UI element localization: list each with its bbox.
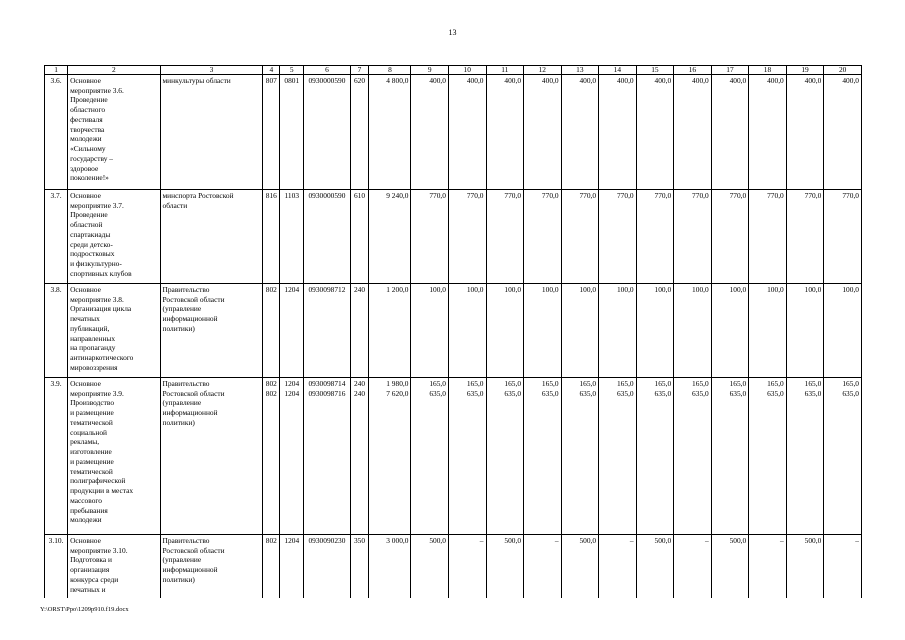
year-amount-value: 635,0 bbox=[654, 388, 672, 398]
program-activities-table bbox=[44, 65, 862, 598]
year-amount-value: 165,0 bbox=[541, 378, 559, 388]
total-amount-value: 7 620,0 bbox=[386, 388, 409, 398]
grbs-code bbox=[263, 283, 280, 377]
year-amount bbox=[749, 534, 787, 598]
target-article bbox=[304, 283, 350, 377]
grbs-code-value: 802 bbox=[265, 284, 277, 294]
year-amount-value: 770,0 bbox=[804, 190, 822, 200]
header-row bbox=[45, 66, 862, 75]
year-amount-value: 100,0 bbox=[541, 284, 559, 294]
year-amount-value: 165,0 bbox=[842, 378, 859, 388]
year-amount bbox=[411, 74, 449, 189]
year-amount-value: 165,0 bbox=[579, 378, 597, 388]
year-amount-value: 400,0 bbox=[504, 75, 522, 85]
year-amount bbox=[711, 74, 749, 189]
year-amount bbox=[786, 283, 824, 377]
grbs-code-value: 802 bbox=[265, 535, 277, 545]
column-header: 9 bbox=[411, 66, 449, 75]
expense-type-value: 350 bbox=[353, 535, 366, 545]
year-amount-value: – bbox=[704, 535, 709, 545]
expense-type-value: 240 bbox=[353, 284, 366, 294]
year-amount bbox=[411, 283, 449, 377]
section-code bbox=[280, 377, 304, 534]
year-amount bbox=[524, 74, 562, 189]
year-amount-value: 770,0 bbox=[616, 190, 634, 200]
column-header: 14 bbox=[599, 66, 637, 75]
year-amount-value: 500,0 bbox=[504, 535, 522, 545]
year-amount bbox=[786, 377, 824, 534]
year-amount-value: 635,0 bbox=[579, 388, 597, 398]
column-header: 4 bbox=[263, 66, 280, 75]
year-amount bbox=[786, 74, 824, 189]
year-amount-value: – bbox=[855, 535, 859, 545]
column-header: 11 bbox=[486, 66, 524, 75]
year-amount bbox=[599, 74, 637, 189]
grbs-code-value: 807 bbox=[265, 75, 277, 85]
year-amount-value: 165,0 bbox=[767, 378, 784, 388]
executor: минкультуры области bbox=[160, 74, 263, 189]
year-amount bbox=[448, 377, 486, 534]
column-header: 3 bbox=[160, 66, 263, 75]
total-amount-value: 1 200,0 bbox=[386, 284, 409, 294]
grbs-code bbox=[263, 534, 280, 598]
year-amount bbox=[599, 283, 637, 377]
year-amount-value: 635,0 bbox=[729, 388, 747, 398]
column-header: 6 bbox=[304, 66, 350, 75]
grbs-code-value: 802 bbox=[265, 378, 277, 388]
year-amount-value: 770,0 bbox=[767, 190, 784, 200]
year-amount-value: 770,0 bbox=[579, 190, 597, 200]
year-amount bbox=[824, 377, 862, 534]
total-amount-value: 3 000,0 bbox=[386, 535, 409, 545]
year-amount bbox=[561, 189, 599, 283]
grbs-code bbox=[263, 377, 280, 534]
activity-name: Основное мероприятие 3.7. Проведение областной спартакиады среди детско- подростковых и физкультурно- спортивных клубов bbox=[68, 189, 160, 283]
year-amount bbox=[824, 189, 862, 283]
year-amount bbox=[524, 377, 562, 534]
table-row bbox=[45, 377, 862, 534]
section-code-value: 1103 bbox=[284, 190, 300, 200]
year-amount-value: 100,0 bbox=[429, 284, 446, 294]
year-amount-value: 635,0 bbox=[429, 388, 446, 398]
year-amount bbox=[711, 377, 749, 534]
year-amount bbox=[411, 534, 449, 598]
year-amount-value: 635,0 bbox=[692, 388, 709, 398]
year-amount-value: 770,0 bbox=[429, 190, 446, 200]
expense-type bbox=[350, 74, 369, 189]
total-amount bbox=[369, 74, 411, 189]
year-amount bbox=[636, 377, 674, 534]
year-amount-value: 770,0 bbox=[541, 190, 559, 200]
year-amount bbox=[824, 74, 862, 189]
section-code-value: 1204 bbox=[284, 284, 300, 294]
target-article-value: 0930090230 bbox=[308, 535, 346, 545]
year-amount bbox=[711, 189, 749, 283]
year-amount bbox=[486, 377, 524, 534]
target-article-value: 0930098712 bbox=[308, 284, 346, 294]
year-amount bbox=[599, 189, 637, 283]
section-code-value: 1204 bbox=[284, 378, 300, 388]
table-row bbox=[45, 283, 862, 377]
year-amount-value: 100,0 bbox=[729, 284, 747, 294]
year-amount bbox=[786, 189, 824, 283]
year-amount-value: 165,0 bbox=[616, 378, 634, 388]
column-header: 5 bbox=[280, 66, 304, 75]
year-amount-value: 100,0 bbox=[616, 284, 634, 294]
year-amount-value: 400,0 bbox=[429, 75, 446, 85]
row-number: 3.6. bbox=[45, 74, 68, 189]
target-article-value: 0930098716 bbox=[308, 388, 346, 398]
year-amount-value: 165,0 bbox=[804, 378, 822, 388]
target-article bbox=[304, 377, 350, 534]
year-amount bbox=[448, 189, 486, 283]
year-amount-value: 165,0 bbox=[429, 378, 446, 388]
year-amount bbox=[636, 283, 674, 377]
year-amount-value: 635,0 bbox=[616, 388, 634, 398]
year-amount-value: 500,0 bbox=[429, 535, 446, 545]
column-header: 15 bbox=[636, 66, 674, 75]
year-amount bbox=[411, 189, 449, 283]
year-amount-value: 100,0 bbox=[692, 284, 709, 294]
total-amount bbox=[369, 283, 411, 377]
activity-name: Основное мероприятие 3.8. Организация цикла печатных публикаций, направленных на пропаганду антинаркотического мировоззрения bbox=[68, 283, 160, 377]
year-amount-value: 400,0 bbox=[729, 75, 747, 85]
column-header: 19 bbox=[786, 66, 824, 75]
year-amount bbox=[524, 283, 562, 377]
column-header: 17 bbox=[711, 66, 749, 75]
expense-type bbox=[350, 283, 369, 377]
executor: Правительство Ростовской области (управление информационной политики) bbox=[160, 377, 263, 534]
expense-type-value: 240 bbox=[353, 378, 366, 388]
row-number: 3.7. bbox=[45, 189, 68, 283]
year-amount bbox=[749, 377, 787, 534]
year-amount bbox=[749, 74, 787, 189]
year-amount-value: 165,0 bbox=[692, 378, 709, 388]
total-amount bbox=[369, 377, 411, 534]
section-code bbox=[280, 189, 304, 283]
year-amount bbox=[674, 283, 712, 377]
year-amount bbox=[674, 74, 712, 189]
year-amount-value: 635,0 bbox=[842, 388, 859, 398]
total-amount bbox=[369, 189, 411, 283]
year-amount bbox=[561, 74, 599, 189]
year-amount-value: 635,0 bbox=[504, 388, 522, 398]
year-amount-value: 100,0 bbox=[842, 284, 859, 294]
year-amount-value: 635,0 bbox=[804, 388, 822, 398]
column-header: 12 bbox=[524, 66, 562, 75]
page-number: 13 bbox=[448, 28, 457, 37]
column-header: 20 bbox=[824, 66, 862, 75]
expense-type-value: 620 bbox=[353, 75, 366, 85]
grbs-code-value: 802 bbox=[265, 388, 277, 398]
year-amount-value: 100,0 bbox=[579, 284, 597, 294]
table-row bbox=[45, 534, 862, 598]
file-path: Y:\ORST\Ppo\1209p910.f19.docx bbox=[40, 606, 129, 613]
year-amount-value: 770,0 bbox=[842, 190, 859, 200]
year-amount-value: 500,0 bbox=[804, 535, 822, 545]
section-code-value: 0801 bbox=[284, 75, 300, 85]
year-amount bbox=[524, 189, 562, 283]
column-header: 1 bbox=[45, 66, 68, 75]
total-amount bbox=[369, 534, 411, 598]
executor: Правительство Ростовской области (управление информационной политики) bbox=[160, 283, 263, 377]
executor: минспорта Ростовской области bbox=[160, 189, 263, 283]
table-row bbox=[45, 74, 862, 189]
column-header: 16 bbox=[674, 66, 712, 75]
year-amount-value: – bbox=[780, 535, 784, 545]
total-amount-value: 4 800,0 bbox=[386, 75, 409, 85]
grbs-code-value: 816 bbox=[265, 190, 277, 200]
year-amount bbox=[786, 534, 824, 598]
year-amount bbox=[561, 283, 599, 377]
year-amount-value: 635,0 bbox=[466, 388, 484, 398]
year-amount-value: 165,0 bbox=[654, 378, 672, 388]
year-amount-value: – bbox=[554, 535, 559, 545]
year-amount bbox=[749, 189, 787, 283]
section-code-value: 1204 bbox=[284, 535, 300, 545]
expense-type bbox=[350, 377, 369, 534]
column-header: 18 bbox=[749, 66, 787, 75]
year-amount bbox=[599, 534, 637, 598]
year-amount bbox=[636, 74, 674, 189]
row-number: 3.8. bbox=[45, 283, 68, 377]
year-amount-value: 100,0 bbox=[804, 284, 822, 294]
executor: Правительство Ростовской области (управление информационной политики) bbox=[160, 534, 263, 598]
year-amount-value: 500,0 bbox=[579, 535, 597, 545]
column-header: 13 bbox=[561, 66, 599, 75]
target-article-value: 0930000590 bbox=[308, 190, 346, 200]
section-code-value: 1204 bbox=[284, 388, 300, 398]
year-amount bbox=[411, 377, 449, 534]
year-amount-value: 400,0 bbox=[579, 75, 597, 85]
year-amount-value: 400,0 bbox=[654, 75, 672, 85]
year-amount bbox=[674, 534, 712, 598]
year-amount-value: 165,0 bbox=[466, 378, 484, 388]
year-amount bbox=[599, 377, 637, 534]
year-amount bbox=[674, 189, 712, 283]
row-number: 3.10. bbox=[45, 534, 68, 598]
year-amount-value: – bbox=[629, 535, 634, 545]
year-amount-value: 100,0 bbox=[504, 284, 522, 294]
total-amount-value: 1 980,0 bbox=[386, 378, 409, 388]
year-amount-value: 400,0 bbox=[466, 75, 484, 85]
year-amount bbox=[711, 283, 749, 377]
year-amount-value: 400,0 bbox=[616, 75, 634, 85]
year-amount bbox=[486, 74, 524, 189]
year-amount bbox=[448, 74, 486, 189]
year-amount bbox=[824, 283, 862, 377]
grbs-code bbox=[263, 189, 280, 283]
year-amount-value: 500,0 bbox=[654, 535, 672, 545]
year-amount-value: 100,0 bbox=[654, 284, 672, 294]
year-amount-value: 500,0 bbox=[729, 535, 747, 545]
expense-type-value: 240 bbox=[353, 388, 366, 398]
activity-name: Основное мероприятие 3.9. Производство и размещение тематической социальной рекламы, изготовление и размещение тематической полиграфической продукции в местах массового пребывания молодежи bbox=[68, 377, 160, 534]
year-amount-value: 770,0 bbox=[729, 190, 747, 200]
year-amount bbox=[486, 534, 524, 598]
year-amount bbox=[636, 534, 674, 598]
year-amount bbox=[749, 283, 787, 377]
year-amount-value: 400,0 bbox=[692, 75, 709, 85]
column-header: 8 bbox=[369, 66, 411, 75]
table-row bbox=[45, 189, 862, 283]
section-code bbox=[280, 74, 304, 189]
total-amount-value: 9 240,0 bbox=[386, 190, 409, 200]
year-amount-value: 770,0 bbox=[654, 190, 672, 200]
year-amount-value: 400,0 bbox=[842, 75, 859, 85]
year-amount bbox=[711, 534, 749, 598]
year-amount-value: 400,0 bbox=[541, 75, 559, 85]
expense-type-value: 610 bbox=[353, 190, 366, 200]
year-amount-value: 100,0 bbox=[767, 284, 784, 294]
year-amount-value: 770,0 bbox=[504, 190, 522, 200]
target-article bbox=[304, 74, 350, 189]
expense-type bbox=[350, 534, 369, 598]
year-amount-value: 400,0 bbox=[767, 75, 784, 85]
target-article bbox=[304, 534, 350, 598]
year-amount-value: – bbox=[479, 535, 484, 545]
year-amount bbox=[561, 377, 599, 534]
target-article-value: 0930098714 bbox=[308, 378, 346, 388]
activity-name: Основное мероприятие 3.6. Проведение областного фестиваля творчества молодежи «Сильному государству – здоровое поколение!» bbox=[68, 74, 160, 189]
column-header: 2 bbox=[68, 66, 160, 75]
year-amount-value: 100,0 bbox=[466, 284, 484, 294]
year-amount bbox=[524, 534, 562, 598]
grbs-code bbox=[263, 74, 280, 189]
year-amount bbox=[448, 534, 486, 598]
year-amount-value: 635,0 bbox=[767, 388, 784, 398]
year-amount-value: 400,0 bbox=[804, 75, 822, 85]
year-amount bbox=[486, 283, 524, 377]
year-amount bbox=[636, 189, 674, 283]
section-code bbox=[280, 283, 304, 377]
year-amount bbox=[448, 283, 486, 377]
year-amount bbox=[561, 534, 599, 598]
year-amount-value: 165,0 bbox=[504, 378, 522, 388]
year-amount-value: 635,0 bbox=[541, 388, 559, 398]
year-amount bbox=[674, 377, 712, 534]
year-amount-value: 165,0 bbox=[729, 378, 747, 388]
activity-name: Основное мероприятие 3.10. Подготовка и организация конкурса среди печатных и bbox=[68, 534, 160, 598]
target-article bbox=[304, 189, 350, 283]
year-amount bbox=[824, 534, 862, 598]
year-amount-value: 770,0 bbox=[692, 190, 709, 200]
year-amount-value: 770,0 bbox=[466, 190, 484, 200]
section-code bbox=[280, 534, 304, 598]
column-header: 7 bbox=[350, 66, 369, 75]
target-article-value: 0930000590 bbox=[308, 75, 346, 85]
expense-type bbox=[350, 189, 369, 283]
year-amount bbox=[486, 189, 524, 283]
row-number: 3.9. bbox=[45, 377, 68, 534]
column-header: 10 bbox=[448, 66, 486, 75]
